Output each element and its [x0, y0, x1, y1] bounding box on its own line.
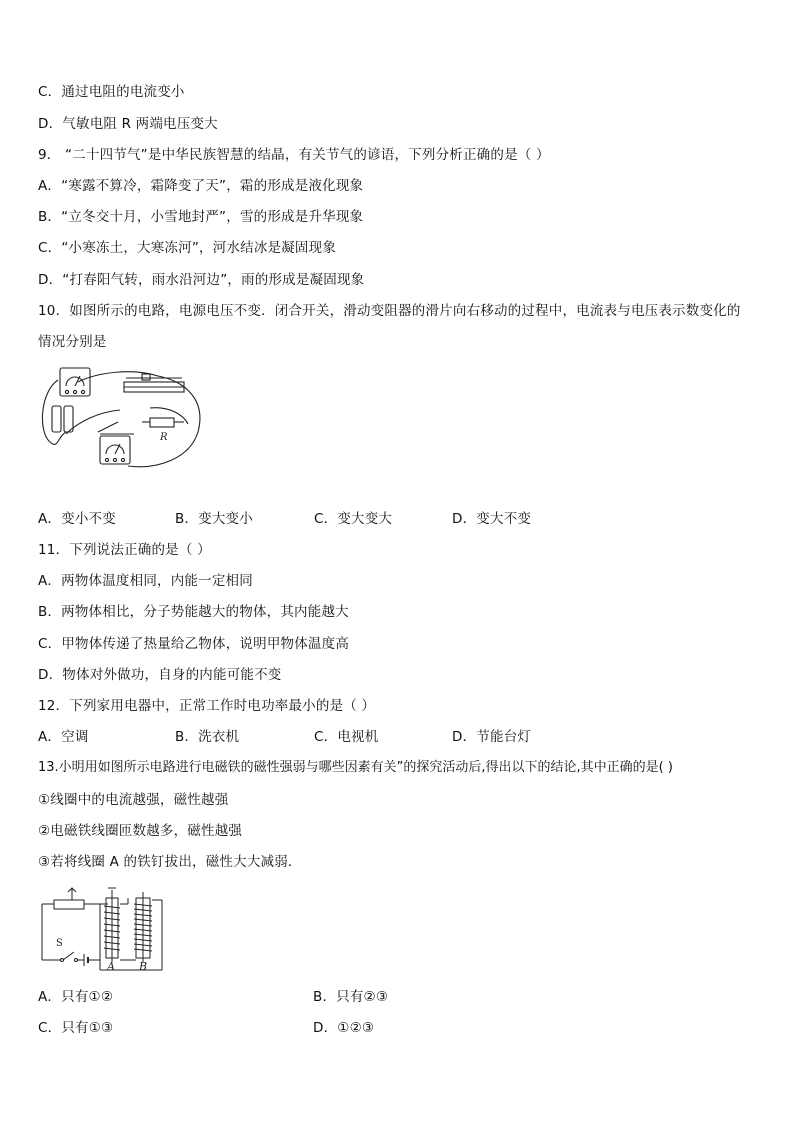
q10-option-b: B．变大变小 — [175, 511, 253, 527]
q10-option-a: A．变小不变 — [38, 511, 116, 527]
q11-option-a: A．两物体温度相同，内能一定相同 — [38, 573, 253, 589]
q12-option-b: B．洗衣机 — [175, 729, 240, 745]
q12-option-a: A．空调 — [38, 729, 89, 745]
switch — [98, 422, 134, 434]
battery — [64, 406, 73, 432]
q13-options-row2 — [38, 1019, 758, 1037]
q13-option-d: D．①②③ — [313, 1020, 375, 1036]
q12-option-c: C．电视机 — [314, 729, 379, 745]
q9-option-a: A．“寒露不算冷，霜降变了天”，霜的形成是液化现象 — [38, 178, 364, 194]
q11-option-b: B．两物体相比，分子势能越大的物体，其内能越大 — [38, 604, 349, 620]
wire-loop — [78, 372, 200, 467]
q12-option-d: D．节能台灯 — [452, 729, 532, 745]
q13-statement-1: ①线圈中的电流越强，磁性越强 — [38, 792, 229, 808]
q9-option-c: C．“小寒冻土，大寒冻河”，河水结冰是凝固现象 — [38, 240, 337, 256]
q9-stem: 9． “二十四节气”是中华民族智慧的结晶，有关节气的谚语，下列分析正确的是（ ） — [38, 147, 550, 163]
q10-option-d: D．变大不变 — [452, 511, 532, 527]
q10-circuit-figure — [38, 362, 204, 474]
q13-options-row1 — [38, 988, 758, 1006]
q11-stem: 11．下列说法正确的是（ ） — [38, 542, 211, 558]
q13-statement-3: ③若将线圈 A 的铁钉拔出，磁性大大减弱． — [38, 854, 302, 870]
wire-loop — [42, 380, 66, 444]
resistor — [150, 418, 174, 427]
coil-b-label: B — [139, 960, 148, 973]
q12-options — [38, 728, 758, 746]
coil-a-label: A — [107, 960, 115, 973]
q11-option-d: D．物体对外做功，自身的内能可能不变 — [38, 667, 282, 683]
switch-label: S — [56, 938, 63, 949]
q13-electromagnet-figure — [36, 884, 168, 974]
q11-option-c: C．甲物体传递了热量给乙物体，说明甲物体温度高 — [38, 636, 350, 652]
q9-option-d: D．“打春阳气转，雨水沿河边”，雨的形成是凝固现象 — [38, 272, 365, 288]
q13-option-b: B．只有②③ — [313, 989, 389, 1005]
q8-option-c: C．通过电阻的电流变小 — [38, 84, 185, 100]
q13-statement-2: ②电磁铁线圈匝数越多，磁性越强 — [38, 823, 243, 839]
q10-options — [38, 510, 758, 528]
voltmeter — [60, 368, 90, 396]
q13-stem: 13.小明用如图所示电路进行电磁铁的磁性强弱与哪些因素有关”的探究活动后,得出以下的结论,其中正确的是( ) — [38, 760, 673, 775]
ammeter — [100, 436, 130, 464]
wire-loop — [66, 410, 120, 434]
q10-option-c: C．变大变大 — [314, 511, 393, 527]
resistor-label: R — [160, 432, 168, 443]
q13-option-c: C．只有①③ — [38, 1020, 114, 1036]
battery — [52, 406, 61, 432]
q8-option-d: D．气敏电阻 R 两端电压变大 — [38, 116, 218, 132]
q10-stem-line2: 情况分别是 — [38, 334, 107, 350]
q9-option-b: B．“立冬交十月，小雪地封严”，雪的形成是升华现象 — [38, 209, 364, 225]
q13-option-a: A．只有①② — [38, 989, 114, 1005]
rheostat — [54, 900, 84, 909]
q10-stem-line1: 10．如图所示的电路，电源电压不变．闭合开关，滑动变阻器的滑片向右移动的过程中，电流表与电压表示数变化的 — [38, 303, 741, 319]
q12-stem: 12．下列家用电器中，正常工作时电功率最小的是（ ） — [38, 698, 376, 714]
